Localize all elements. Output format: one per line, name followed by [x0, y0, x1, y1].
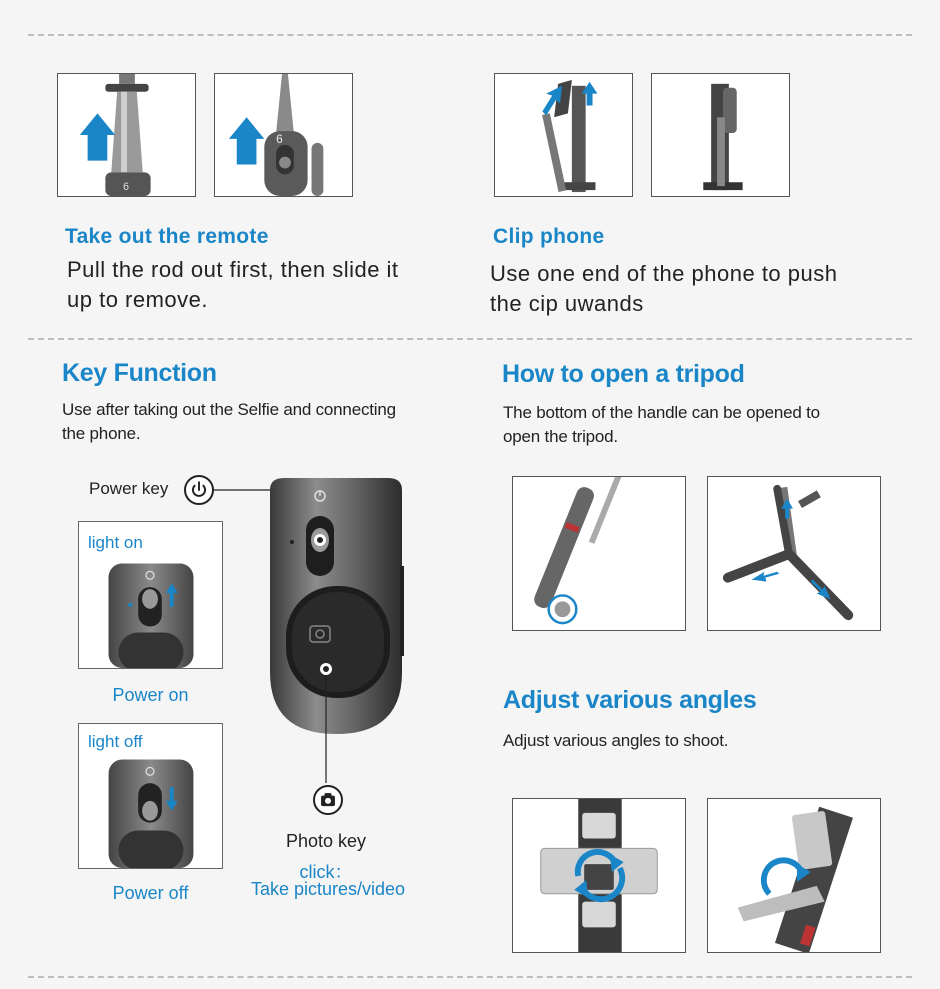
camera-icon: [313, 785, 343, 815]
clip-desc-line-1: Use one end of the phone to push: [490, 261, 838, 286]
divider-bottom: [28, 976, 912, 978]
photo-key-label: Photo key: [286, 831, 367, 851]
clip-desc-line-2: the cip uwands: [490, 291, 644, 316]
power-key-label: Power key: [89, 479, 169, 498]
tripod-title: How to open a tripod: [502, 360, 745, 388]
tripod-description: [503, 401, 820, 449]
photo-key-leader-line: [312, 525, 342, 787]
up-arrow-icon: [80, 113, 115, 160]
angles-description: Adjust various angles to shoot.: [503, 731, 729, 750]
power-on-caption: Power on: [112, 685, 189, 705]
remote-photo-2: [214, 73, 353, 197]
angle-photo-1: [512, 798, 686, 953]
power-icon: [184, 475, 214, 505]
svg-text:6: 6: [276, 131, 283, 146]
tripod-photo-open: [707, 476, 881, 631]
key-function-desc-line-2: the phone.: [62, 424, 141, 443]
svg-text:6: 6: [123, 181, 130, 194]
divider-top: [28, 34, 912, 36]
angle-photo-2: [707, 798, 881, 953]
up-arrow-icon: [229, 117, 264, 164]
key-function-title: Key Function: [62, 359, 217, 387]
remote-desc-line-2: up to remove.: [67, 287, 209, 312]
light-on-label: light on: [88, 533, 143, 552]
clip-title: Clip phone: [493, 225, 605, 248]
click-action: Take pictures/video: [250, 879, 406, 899]
click-label: click：: [299, 862, 353, 882]
remote-desc-line-1: Pull the rod out first, then slide it: [67, 257, 399, 282]
tripod-desc-line-1: The bottom of the handle can be opened to: [503, 403, 820, 422]
tripod-photo-closed: [512, 476, 686, 631]
remote-title: Take out the remote: [65, 225, 269, 248]
power-off-caption: Power off: [112, 883, 189, 903]
angles-title: Adjust various angles: [503, 686, 757, 714]
left-arrow-icon: [752, 572, 780, 582]
divider-middle: [28, 338, 912, 340]
key-function-desc-line-1: Use after taking out the Selfie and connecting: [62, 400, 396, 419]
remote-photo-1: [57, 73, 196, 197]
clip-photo-2: [651, 73, 790, 197]
remote-description: [67, 255, 399, 315]
light-off-label: light off: [88, 732, 143, 751]
key-function-description: [62, 398, 396, 446]
clip-description: [490, 259, 837, 319]
tripod-desc-line-2: open the tripod.: [503, 427, 618, 446]
clip-photo-1: [494, 73, 633, 197]
